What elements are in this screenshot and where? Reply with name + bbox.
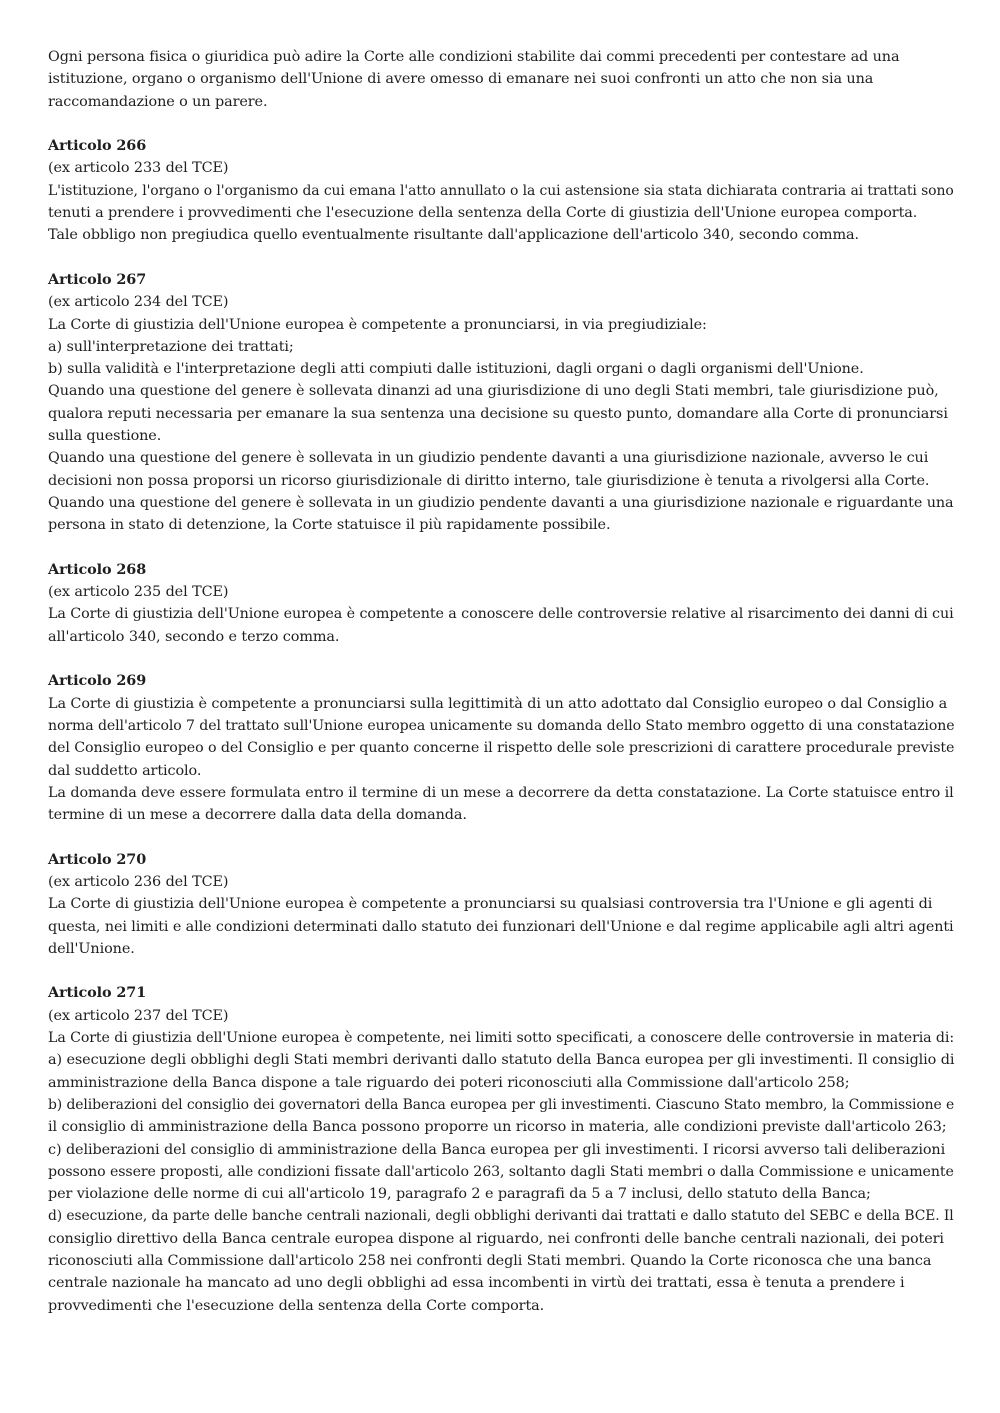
article-266 — [48, 135, 954, 246]
text-line: Tale obbligo non pregiudica quello eventualmente risultante dall'applicazione dell'articolo 340, secondo comma. — [48, 227, 859, 244]
text-line: il consiglio di amministrazione della Banca possono proporre un ricorso in materia, alle condizioni previste dall'articolo 263; — [48, 1119, 947, 1136]
text-line: c) deliberazioni del consiglio di amministrazione della Banca europea per gli investimenti. I ricorsi avverso tali deliberazioni — [48, 1141, 946, 1158]
text-line: (ex articolo 237 del TCE) — [48, 1007, 229, 1024]
text-line: La Corte di giustizia dell'Unione europea è competente, nei limiti sotto specificati, a conoscere delle controversie in materia di: — [48, 1030, 955, 1047]
text-line: La Corte di giustizia dell'Unione europea è competente a pronunciarsi su qualsiasi controversia tra l'Unione e gli agenti di — [48, 896, 933, 913]
text-line: L'istituzione, l'organo o l'organismo da cui emana l'atto annullato o la cui astensione sia stata dichiarata contraria ai trattati sono — [48, 182, 954, 199]
article-title: Articolo 271 — [48, 984, 147, 1002]
text-line: a) esecuzione degli obblighi degli Stati membri derivanti dallo statuto della Banca europea per gli investimenti. Il consiglio di — [48, 1052, 955, 1069]
text-line: (ex articolo 236 del TCE) — [48, 873, 229, 890]
text-line: b) sulla validità e l'interpretazione degli atti compiuti dalle istituzioni, dagli organi o dagli organismi dell'Unione. — [48, 361, 864, 378]
text-line: riconosciuti alla Commissione dall'articolo 258 nei confronti degli Stati membri. Quando la Corte riconosca che una banca — [48, 1253, 932, 1270]
text-line: raccomandazione o un parere. — [48, 93, 268, 110]
text-line: all'articolo 340, secondo e terzo comma. — [48, 628, 340, 645]
article-271 — [48, 982, 954, 1316]
text-line: consiglio direttivo della Banca centrale europea dispone al riguardo, nei confronti delle banche centrali nazionali, dei poteri — [48, 1230, 944, 1247]
text-line: possono essere proposti, alle condizioni fissate dall'articolo 263, soltanto dagli Stati membri o dalla Commissione e unicamente — [48, 1163, 954, 1180]
document-page — [48, 46, 954, 1339]
text-line: istituzione, organo o organismo dell'Unione di avere omesso di emanare nei suoi confronti un atto che non sia una — [48, 71, 874, 88]
text-line: qualora reputi necessaria per emanare la sua sentenza una decisione su questo punto, domandare alla Corte di pronunciarsi — [48, 405, 948, 422]
text-line: Quando una questione del genere è sollevata dinanzi ad una giurisdizione di uno degli Stati membri, tale giurisdizione può, — [48, 383, 939, 400]
text-line: (ex articolo 234 del TCE) — [48, 294, 229, 311]
text-line: La Corte di giustizia dell'Unione europea è competente a pronunciarsi, in via pregiudiziale: — [48, 316, 707, 333]
intro-paragraph — [48, 46, 954, 113]
text-line: provvedimenti che l'esecuzione della sentenza della Corte comporta. — [48, 1297, 545, 1314]
text-line: b) deliberazioni del consiglio dei governatori della Banca europea per gli investimenti. Ciascuno Stato membro, la Commissione e — [48, 1096, 955, 1113]
text-line: d) esecuzione, da parte delle banche centrali nazionali, degli obblighi derivanti dai trattati e dallo statuto del SEBC e della BCE. Il — [48, 1208, 954, 1225]
text-line: tenuti a prendere i provvedimenti che l'esecuzione della sentenza della Corte di giustizia dell'Unione europea comporta. — [48, 205, 918, 222]
text-line: La domanda deve essere formulata entro il termine di un mese a decorrere da detta constatazione. La Corte statuisce entro il — [48, 784, 954, 801]
text-line: termine di un mese a decorrere dalla data della domanda. — [48, 807, 467, 824]
text-line: per violazione delle norme di cui all'articolo 19, paragrafo 2 e paragrafi da 5 a 7 inclusi, dello statuto della Banca; — [48, 1186, 871, 1203]
text-line: Quando una questione del genere è sollevata in un giudizio pendente davanti a una giurisdizione nazionale e riguardante una — [48, 494, 954, 511]
text-line: dell'Unione. — [48, 940, 135, 957]
text-line: decisioni non possa proporsi un ricorso giurisdizionale di diritto interno, tale giurisdizione è tenuta a rivolgersi alla Corte. — [48, 472, 930, 489]
article-269 — [48, 670, 954, 826]
text-line: (ex articolo 233 del TCE) — [48, 160, 229, 177]
text-line: Ogni persona fisica o giuridica può adire la Corte alle condizioni stabilite dai commi precedenti per contestare ad una — [48, 49, 900, 65]
article-270 — [48, 849, 954, 960]
text-line: a) sull'interpretazione dei trattati; — [48, 338, 294, 355]
article-267 — [48, 269, 954, 537]
article-title: Articolo 269 — [48, 672, 147, 690]
article-268 — [48, 559, 954, 648]
text-line: (ex articolo 235 del TCE) — [48, 584, 229, 601]
text-line: del Consiglio europeo o del Consiglio e per quanto concerne il rispetto delle sole prescrizioni di carattere procedurale previste — [48, 740, 955, 757]
text-line: dal suddetto articolo. — [48, 762, 202, 779]
text-line: persona in stato di detenzione, la Corte statuisce il più rapidamente possibile. — [48, 517, 611, 534]
article-title: Articolo 267 — [48, 270, 147, 288]
article-title: Articolo 266 — [48, 137, 147, 155]
article-title: Articolo 268 — [48, 560, 147, 578]
text-line: amministrazione della Banca dispone a tale riguardo dei poteri riconosciuti alla Commissione dall'articolo 258; — [48, 1074, 850, 1091]
text-line: centrale nazionale ha mancato ad uno degli obblighi ad essa incombenti in virtù dei trattati, essa è tenuta a prendere i — [48, 1275, 905, 1292]
text-line: Quando una questione del genere è sollevata in un giudizio pendente davanti a una giurisdizione nazionale, avverso le cui — [48, 450, 929, 467]
text-line: questa, nei limiti e alle condizioni determinati dallo statuto dei funzionari dell'Unione e dal regime applicabile agli altri agenti — [48, 918, 954, 935]
text-line: La Corte di giustizia dell'Unione europea è competente a conoscere delle controversie relative al risarcimento dei danni di cui — [48, 606, 954, 623]
article-title: Articolo 270 — [48, 850, 147, 868]
text-line: norma dell'articolo 7 del trattato sull'Unione europea unicamente su domanda dello Stato membro oggetto di una constatazione — [48, 717, 955, 734]
text-line: La Corte di giustizia è competente a pronunciarsi sulla legittimità di un atto adottato dal Consiglio europeo o dal Consiglio a — [48, 695, 948, 712]
text-line: sulla questione. — [48, 428, 162, 445]
